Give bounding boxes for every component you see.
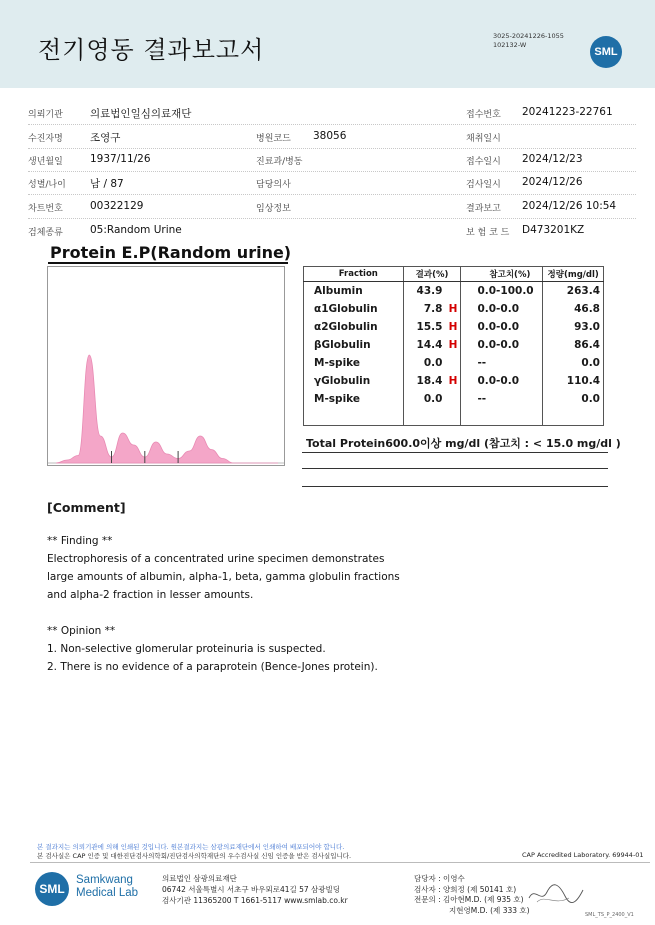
info-label: 수진자명 [28,134,63,144]
info-value: 05:Random Urine [90,224,182,236]
high-flag: H [448,320,458,333]
info-row [28,148,636,172]
fraction-reference [461,408,543,426]
info-value: 38056 [313,130,347,142]
sml-footer-logo: SML [35,872,69,906]
info-label: 채취일시 [466,134,501,144]
fraction-name [304,408,404,426]
info-label: 성별/나이 [28,180,66,190]
signature-scribble [525,880,585,908]
high-flag: H [448,302,458,315]
info-row [28,171,636,195]
high-flag: H [448,374,458,387]
fraction-reference: 0.0-0.0 [461,318,543,336]
info-label: 접수일시 [466,157,501,167]
brand-line2: Medical Lab [76,887,139,899]
comment-title: [Comment] [47,500,126,515]
staff-manager: 담당자 : 이영수 [414,874,465,883]
fraction-amount: 46.8 [543,300,604,318]
divider-line [302,486,608,487]
info-value: 2024/12/23 [522,153,583,165]
section-underline [48,262,288,264]
info-value: 20241223-22761 [522,106,613,118]
high-flag: H [448,338,458,351]
fraction-name: α2Globulin [304,318,404,336]
info-value: 00322129 [90,200,144,212]
col-header-amount: 정량(mg/dl) [543,267,604,282]
report-title: 전기영동 결과보고서 [38,36,265,64]
fraction-amount [543,408,604,426]
brand-name [76,874,138,900]
document-code: SML_TS_P_2400_V1 [585,912,634,918]
info-label: 차트번호 [28,204,63,214]
staff-tester: 검사자 : 양희정 (제 50141 호) [414,885,517,894]
info-value: 남 / 87 [90,178,124,190]
fraction-reference: 0.0-0.0 [461,300,543,318]
info-label: 생년월일 [28,157,63,167]
fraction-row [304,336,604,354]
info-label: 임상정보 [256,204,291,214]
fraction-result-cell [403,336,461,354]
opinion-line: 1. Non-selective glomerular proteinuria is suspected. [47,643,326,655]
report-code-line1: 3025-20241226-1055 [493,32,564,40]
fraction-name: Albumin [304,282,404,300]
fraction-result-cell [403,354,461,372]
fraction-name: βGlobulin [304,336,404,354]
col-header-fraction: Fraction [304,267,404,282]
fraction-row [304,318,604,336]
divider-line [302,468,608,469]
fraction-amount: 93.0 [543,318,604,336]
info-row [28,195,636,219]
info-value: 의료법인일심의료재단 [90,108,192,120]
fraction-row [304,354,604,372]
electrophoresis-curve [56,355,278,463]
info-label: 접수번호 [466,110,501,120]
fraction-reference: 0.0-100.0 [461,282,543,300]
opinion-heading: ** Opinion ** [47,625,116,637]
fraction-name: M-spike [304,390,404,408]
finding-heading: ** Finding ** [47,535,113,547]
fraction-row [304,390,604,408]
fraction-row [304,372,604,390]
report-code-line2: 102132-W [493,41,527,49]
staff-specialist-2: 지현영M.D. (제 333 호) [449,906,530,915]
fraction-result: 18.4 [416,374,443,387]
section-title: Protein E.P(Random urine) [50,243,292,262]
fraction-result: 0.0 [423,356,443,369]
fraction-result-cell [403,282,461,300]
footer-notice-print: 본 결과지는 의뢰기관에 의해 인쇄된 것입니다. 원본결과지는 삼광의료재단에서 인쇄하여 배포되어야 합니다. [37,843,345,851]
info-value: 조영구 [90,132,121,144]
info-value: D473201KZ [522,224,585,236]
fraction-reference: -- [461,390,543,408]
info-label: 보 험 코 드 [466,228,510,238]
fraction-result-cell [403,318,461,336]
electrophoresis-graph [47,266,285,466]
fraction-reference: -- [461,354,543,372]
fraction-row [304,408,604,426]
info-label: 진료과/병동 [256,157,303,167]
fraction-result-cell [403,408,461,426]
col-header-result: 결과(%) [403,267,461,282]
fraction-row [304,282,604,300]
report-code [493,32,564,50]
fraction-result-cell [403,390,461,408]
fraction-amount: 263.4 [543,282,604,300]
footer-notice-accreditation: 본 검사실은 CAP 인증 및 대한진단검사의학회/진단검사의학재단의 우수검사실 신임 인증을 받은 검사실입니다. [37,852,352,860]
org-name: 의료법인 삼광의료재단 [162,874,237,883]
info-label: 담당의사 [256,180,291,190]
electrophoresis-plot [48,267,284,465]
fraction-result-cell [403,300,461,318]
info-value: 2024/12/26 [522,176,583,188]
fraction-result: 0.0 [423,392,443,405]
finding-line: large amounts of albumin, alpha-1, beta, gamma globulin fractions [47,571,400,583]
cap-accreditation: CAP Accredited Laboratory. 69944-01 [522,851,644,859]
sml-logo: SML [590,36,622,68]
fraction-result: 7.8 [423,302,443,315]
fraction-row [304,300,604,318]
info-label: 결과보고 [466,204,501,214]
footer-separator [30,862,650,863]
finding-line: and alpha-2 fraction in lesser amounts. [47,589,254,601]
info-row [28,219,636,243]
staff-specialist: 전문의 : 김아현M.D. (제 935 호) [414,895,524,904]
info-row [28,125,636,149]
fraction-amount: 0.0 [543,390,604,408]
fraction-result: 15.5 [416,320,443,333]
fraction-reference: 0.0-0.0 [461,336,543,354]
col-header-reference: 참고치(%) [461,267,543,282]
info-label: 의뢰기관 [28,110,63,120]
fraction-table [303,266,604,426]
fraction-result-cell [403,372,461,390]
info-value: 1937/11/26 [90,153,151,165]
total-protein: Total Protein600.0이상 mg/dl (참고치 : < 15.0 mg/dl ) [306,437,621,450]
info-value: 2024/12/26 10:54 [522,200,617,212]
fraction-name: M-spike [304,354,404,372]
fraction-name: γGlobulin [304,372,404,390]
brand-line1: Samkwang [76,874,133,886]
finding-line: Electrophoresis of a concentrated urine specimen demonstrates [47,553,385,565]
info-label: 병원코드 [256,134,291,144]
fraction-result: 43.9 [416,284,443,297]
fraction-reference: 0.0-0.0 [461,372,543,390]
info-row [28,101,636,125]
org-address: 06742 서울특별시 서초구 바우뫼로41길 57 삼광빌딩 [162,885,341,894]
divider-line [302,452,608,453]
opinion-line: 2. There is no evidence of a paraprotein (Bence-Jones protein). [47,661,378,673]
fraction-table-header [304,267,604,282]
fraction-name: α1Globulin [304,300,404,318]
org-contact: 검사기관 11365200 T 1661-5117 www.smlab.co.kr [162,896,348,905]
fraction-amount: 86.4 [543,336,604,354]
fraction-result: 14.4 [416,338,443,351]
info-label: 검체종류 [28,228,63,238]
info-label: 검사일시 [466,180,501,190]
fraction-amount: 110.4 [543,372,604,390]
fraction-amount: 0.0 [543,354,604,372]
